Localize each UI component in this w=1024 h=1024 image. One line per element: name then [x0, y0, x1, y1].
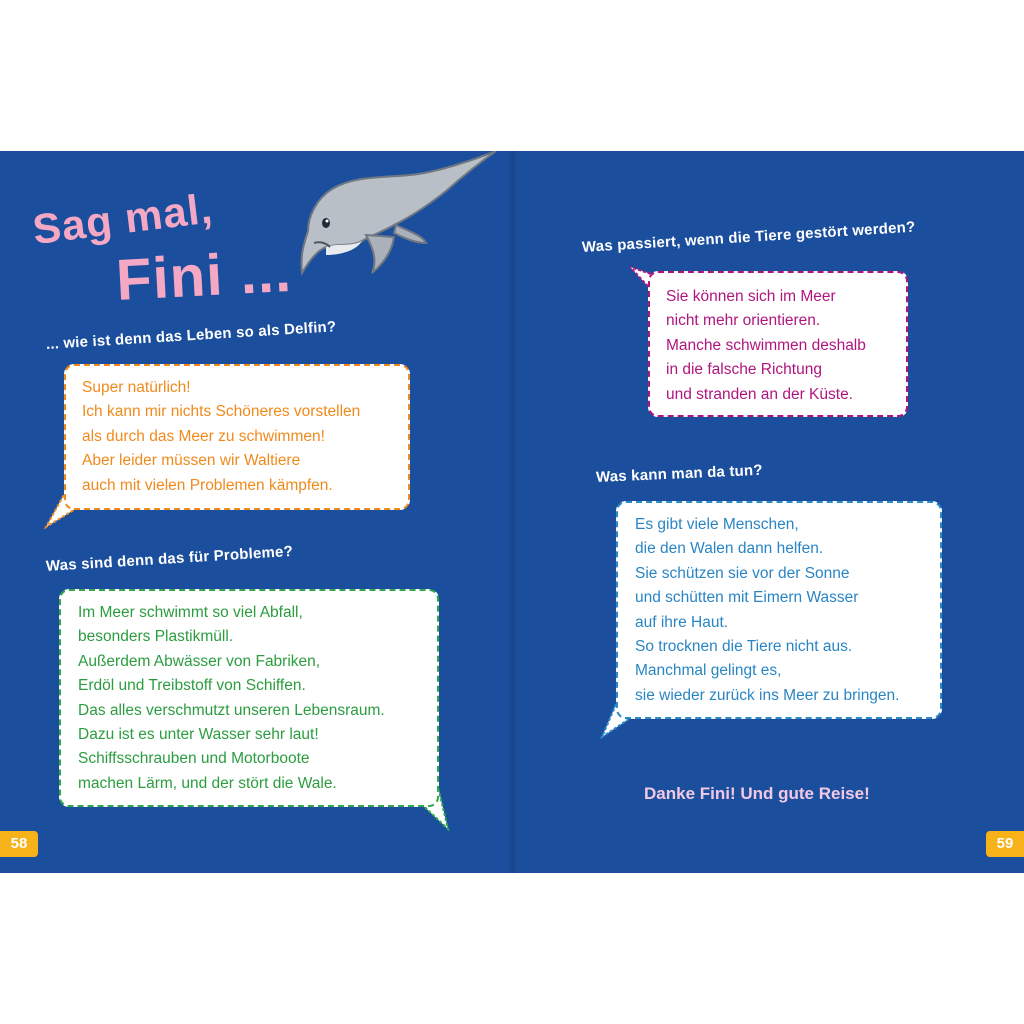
answer-bubble-4: [616, 501, 942, 719]
title-line2: Fini ...: [114, 238, 294, 314]
answer3-line: Manche schwimmen deshalb: [666, 336, 866, 354]
answer2-line: machen Lärm, und der stört die Wale.: [78, 774, 337, 792]
answer-bubble-2: [59, 589, 439, 807]
answer1-line: auch mit vielen Problemen kämpfen.: [82, 476, 333, 494]
answer2-line: Außerdem Abwässer von Fabriken,: [78, 652, 321, 670]
title-line1: Sag mal,: [30, 184, 216, 254]
answer4-line: die den Walen dann helfen.: [635, 540, 824, 558]
answer1-line: Super natürlich!: [82, 379, 191, 396]
answer4-line: Es gibt viele Menschen,: [635, 516, 799, 533]
dolphin-icon: [296, 151, 496, 281]
question-life-as-dolphin: ... wie ist denn das Leben so als Delfin?: [45, 318, 337, 353]
answer2-line: Im Meer schwimmt so viel Abfall,: [78, 604, 303, 621]
answer1-line: als durch das Meer zu schwimmen!: [82, 427, 325, 445]
answer3-line: Sie können sich im Meer: [666, 288, 836, 305]
book-spread: [0, 151, 1024, 873]
question-disturbed: Was passiert, wenn die Tiere gestört werden?: [581, 218, 916, 256]
answer2-line: Das alles verschmutzt unseren Lebensraum.: [78, 701, 385, 719]
page-number-right: 59: [986, 831, 1024, 857]
question-problems: Was sind denn das für Probleme?: [45, 542, 294, 575]
page-gutter: [508, 151, 518, 873]
answer3-line: und stranden an der Küste.: [666, 385, 853, 403]
answer-bubble-3: [648, 271, 908, 417]
closing-text: Danke Fini! Und gute Reise!: [644, 784, 870, 803]
question-what-to-do: Was kann man da tun?: [595, 461, 764, 486]
answer1-line: Ich kann mir nichts Schöneres vorstellen: [82, 403, 361, 421]
page-number-left: 58: [0, 831, 38, 857]
answer4-line: und schütten mit Eimern Wasser: [635, 589, 859, 607]
answer1-line: Aber leider müssen wir Waltiere: [82, 452, 301, 470]
answer2-line: Schiffsschrauben und Motorboote: [78, 750, 310, 768]
answer4-line: sie wieder zurück ins Meer zu bringen.: [635, 686, 900, 704]
answer4-line: Manchmal gelingt es,: [635, 662, 782, 680]
answer-bubble-1: [64, 364, 410, 510]
answer2-line: besonders Plastikmüll.: [78, 628, 234, 646]
answer4-line: Sie schützen sie vor der Sonne: [635, 564, 850, 582]
answer3-line: in die falsche Richtung: [666, 361, 822, 379]
answer4-line: So trocknen die Tiere nicht aus.: [635, 638, 853, 656]
answer2-line: Dazu ist es unter Wasser sehr laut!: [78, 726, 319, 744]
answer4-line: auf ihre Haut.: [635, 613, 729, 631]
answer3-line: nicht mehr orientieren.: [666, 312, 821, 330]
answer2-line: Erdöl und Treibstoff von Schiffen.: [78, 677, 306, 695]
